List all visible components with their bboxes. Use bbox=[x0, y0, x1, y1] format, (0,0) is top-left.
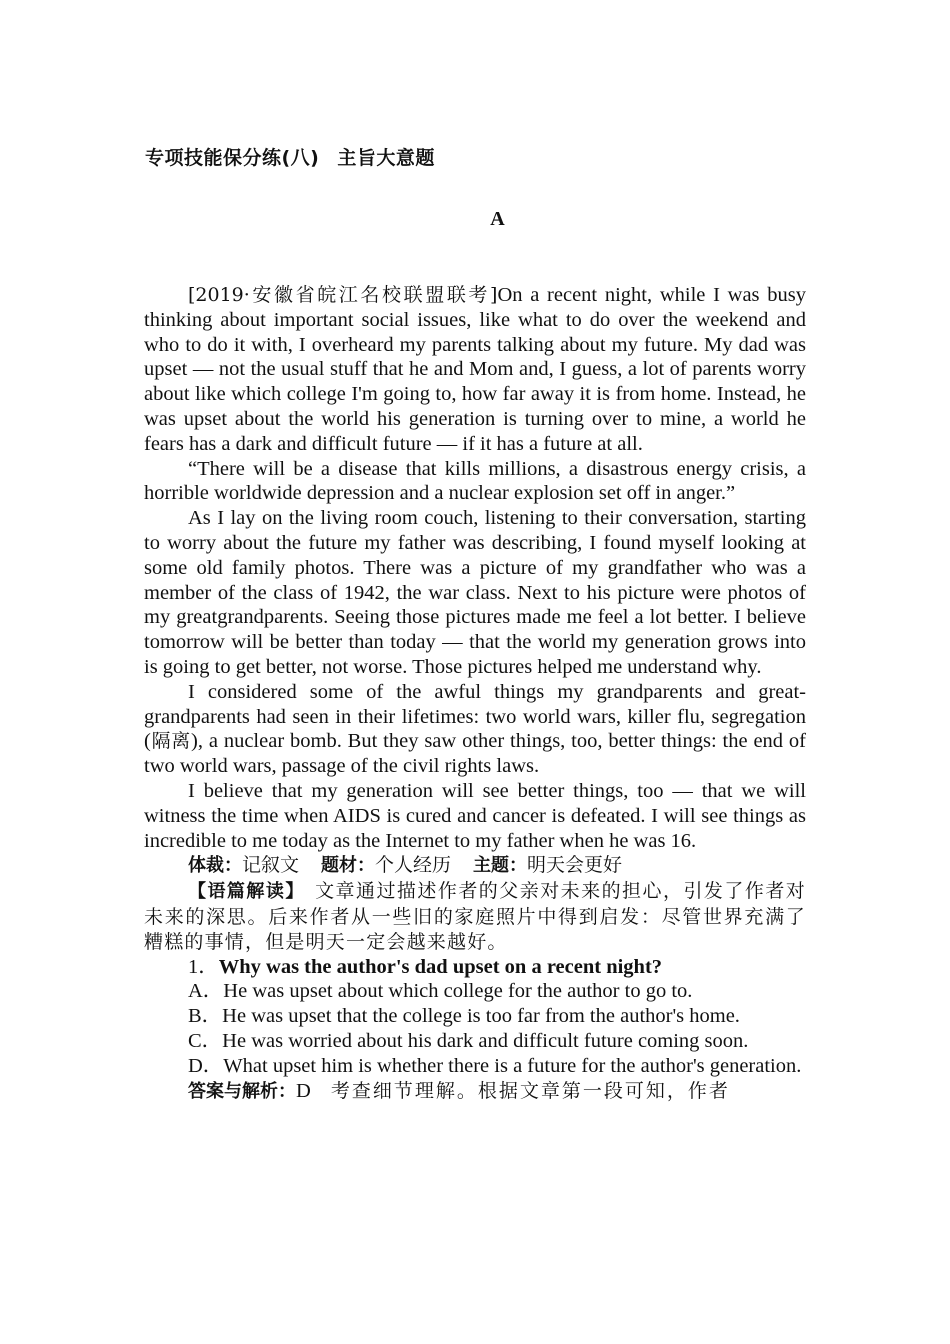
passage-tags bbox=[144, 853, 806, 879]
paragraph-5: I believe that my generation will see better things, too — that we will witness the time when AIDS is cured and cancer is defeated. I will see things as incredible to me today as the Internet to my father when he was 16. bbox=[144, 779, 806, 852]
option-c: C．He was worried about his dark and difficult future coming soon. bbox=[188, 1029, 749, 1052]
paragraph-1-text: On a recent night, while I was busy thinking about important social issues, like what to do over the weekend and who to do it with, I overheard my parents talking about my future. My dad was upset — not the usual stuff that he and Mom and, I guess, a lot of parents worry about like which college I'm going to, how far away it is from home. Instead, he was upset about the world his generation is turning over to mine, a world he fears has a dark and difficult future — if it has a future at all. bbox=[144, 284, 806, 455]
source-tag: [2019·安徽省皖江名校联盟联考] bbox=[188, 284, 498, 306]
theme-label: 主题： bbox=[473, 855, 528, 877]
question-text: Why was the author's dad upset on a recent night? bbox=[218, 955, 663, 978]
answer-text: 考查细节理解。根据文章第一段可知，作者 bbox=[330, 1079, 730, 1102]
option-b: B．He was upset that the college is too far from the author's home. bbox=[188, 1005, 740, 1028]
paragraph-4: I considered some of the awful things my grandparents and great-grandparents had seen in their lifetimes: two world wars, killer flu, segregation (隔离), a nuclear bomb. But they saw other things, too, better things: the end of two world wars, passage of the civil rights laws. bbox=[144, 680, 806, 778]
genre-label: 体裁： bbox=[188, 855, 242, 877]
option-a: A．He was upset about which college for the author to go to. bbox=[188, 980, 693, 1003]
answer-key: D bbox=[296, 1079, 311, 1102]
paragraph-1 bbox=[144, 283, 806, 457]
topic-value: 个人经历 bbox=[375, 854, 452, 877]
interpretation-text: 文章通过描述作者的父亲对未来的担心，引发了作者对未来的深思。后来作者从一些旧的家庭照片中得到启发：尽管世界充满了糟糕的事情，但是明天一定会越来越好。 bbox=[144, 880, 806, 953]
topic-label: 题材： bbox=[321, 855, 376, 877]
answer-explanation bbox=[144, 1079, 806, 1105]
theme-value: 明天会更好 bbox=[527, 854, 623, 877]
title-part2: 主旨大意题 bbox=[337, 147, 435, 169]
option-d: D．What upset him is whether there is a future for the author's generation. bbox=[188, 1054, 802, 1077]
interpretation-label: 【语篇解读】 bbox=[188, 881, 305, 903]
paragraph-2: “There will be a disease that kills millions, a disastrous energy crisis, a horrible worldwide depression and a nuclear explosion set off in anger.” bbox=[144, 457, 806, 505]
passage-interpretation bbox=[144, 879, 806, 954]
section-letter: A bbox=[490, 208, 505, 230]
answer-label: 答案与解析： bbox=[188, 1080, 296, 1102]
gloss: 隔离 bbox=[150, 730, 192, 753]
question-stem bbox=[144, 955, 806, 980]
page-title bbox=[145, 143, 435, 170]
genre-value: 记叙文 bbox=[242, 854, 300, 877]
question-number: 1． bbox=[188, 955, 219, 978]
title-part1: 专项技能保分练(八) bbox=[145, 147, 320, 169]
paragraph-3: As I lay on the living room couch, listening to their conversation, starting to worry about the future my father was describing, I found myself looking at some old family photos. There was a picture of my grandfather who was a member of the class of 1942, the war class. Next to his picture were photos of my greatgrandparents. Seeing those pictures made me feel a lot better. I believe tomorrow will be better than today — that the world my generation grows into is going to get better, not worse. Those pictures helped me understand why. bbox=[144, 507, 806, 678]
passage-body bbox=[144, 283, 806, 1104]
